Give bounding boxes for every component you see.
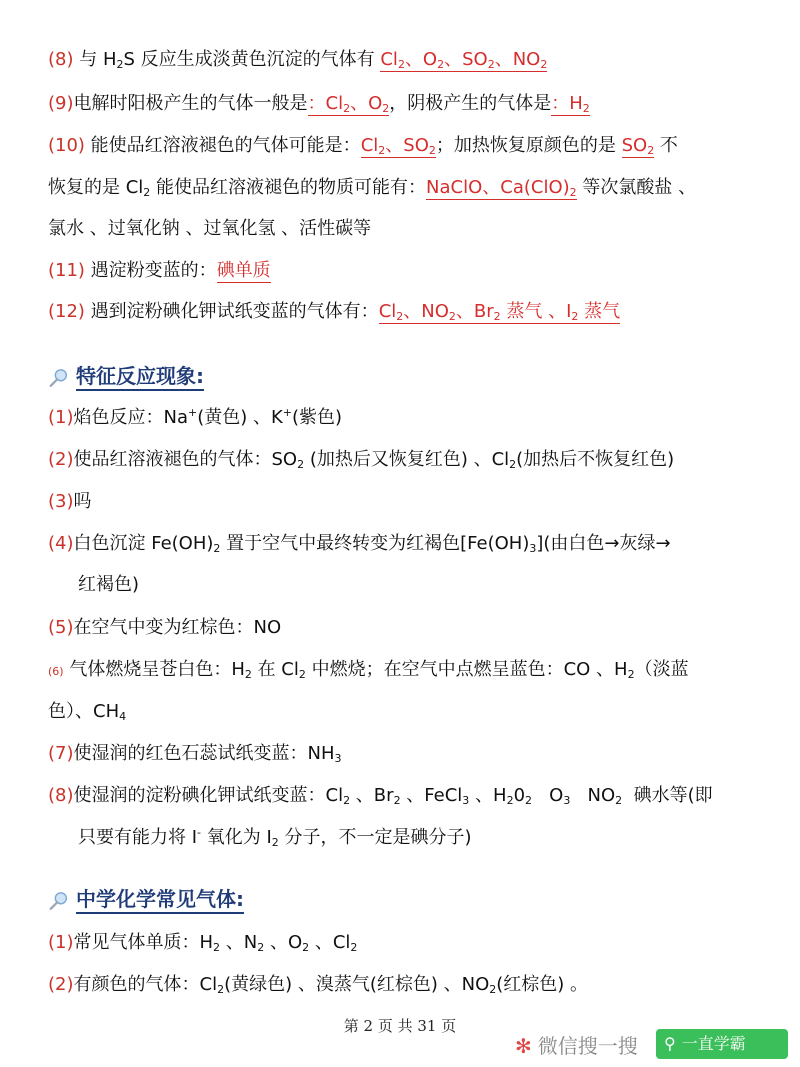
text: 在 Cl	[251, 659, 299, 680]
sub: 2	[213, 542, 221, 555]
answer-underlined: $Cl_2$、$SO_2$	[360, 135, 436, 157]
text: 、H	[469, 785, 507, 806]
sub: 2	[244, 668, 252, 681]
text: 0	[513, 785, 526, 806]
line-p1	[48, 405, 780, 431]
wechat-button-text: 一直学霸	[681, 1034, 746, 1053]
sup: -	[197, 826, 202, 839]
text: （淡蓝	[634, 659, 689, 680]
text: S 反应生成淡黄色沉淀的气体有	[123, 49, 381, 70]
line-p5	[48, 615, 780, 641]
sub: 3	[563, 794, 571, 807]
line-p8b	[78, 825, 780, 851]
line-l10	[48, 133, 780, 159]
line-l9	[48, 91, 780, 117]
line-q1	[48, 930, 780, 956]
answer-underlined: $Cl_2$、$O_2$、$SO_2$、$NO_2$	[380, 49, 548, 71]
text: 、O	[264, 932, 303, 953]
item-number: (9)	[48, 93, 74, 114]
wechat-label-text: 微信搜一搜	[537, 1034, 638, 1058]
item-number: (11)	[48, 260, 85, 281]
item-number: (1)	[48, 932, 74, 953]
line-l11	[48, 258, 780, 284]
item-number: (12)	[48, 301, 85, 322]
text: 能使品红溶液褪色的气体可能是：	[84, 135, 361, 156]
text: ](由白色→灰绿→	[536, 533, 671, 554]
text: 遇淀粉变蓝的：	[84, 260, 217, 281]
text: (红棕色) 。	[496, 974, 589, 995]
sub: 2	[615, 794, 623, 807]
text: 电解时阳极产生的气体一般是	[73, 93, 308, 114]
text: 在空气中变为红棕色：NO	[73, 617, 282, 638]
text: 、Cl	[309, 932, 351, 953]
answer-underlined: $SO_2$	[621, 135, 655, 157]
wechat-search-label	[515, 1030, 638, 1059]
line-l10b	[48, 175, 780, 201]
text: (黄绿色) 、溴蒸气(红棕色) 、NO	[224, 974, 490, 995]
line-p6b	[48, 699, 780, 725]
item-number: (10)	[48, 135, 85, 156]
line-p4	[48, 531, 780, 557]
text: 只要有能力将 I	[78, 827, 198, 848]
sup: +	[282, 406, 293, 419]
item-number: (8)	[48, 49, 74, 70]
section-heading-gases	[48, 885, 244, 913]
sub: 2	[302, 941, 310, 954]
sub: 2	[297, 458, 305, 471]
sub: 2	[213, 941, 221, 954]
text: 碘水等(即	[622, 785, 713, 806]
text: (加热后又恢复红色) 、Cl	[304, 449, 510, 470]
line-l10c	[48, 216, 780, 242]
wechat-search-button[interactable]	[656, 1029, 788, 1059]
sub: 2	[525, 794, 533, 807]
line-p8	[48, 783, 780, 809]
line-l8	[48, 47, 780, 73]
text: ；加热恢复原颜色的是	[435, 135, 622, 156]
sub: 3	[334, 752, 342, 765]
text: 、FeCl	[400, 785, 463, 806]
magnifier-icon	[48, 890, 70, 912]
sub: 2	[627, 668, 635, 681]
text: 常见气体单质：H	[73, 932, 214, 953]
sub: 2	[489, 983, 497, 996]
item-number: (5)	[48, 617, 74, 638]
line-p7	[48, 741, 780, 767]
text: 吗	[73, 491, 92, 512]
sub: 2	[217, 983, 225, 996]
item-number: (3)	[48, 491, 74, 512]
sub: 2	[143, 186, 151, 199]
section-heading-reactions	[48, 362, 204, 390]
text: 等次氯酸盐 、	[576, 177, 697, 198]
text: 与 H	[73, 49, 117, 70]
item-number: (6)	[48, 665, 64, 678]
text: 能使品红溶液褪色的物质可能有：	[150, 177, 427, 198]
item-number: (8)	[48, 785, 74, 806]
answer-underlined: $Cl_2$、$NO_2$、$Br_2$ 蒸气 、$I_2$ 蒸气	[378, 301, 621, 323]
sub: 2	[343, 794, 351, 807]
text: 使湿润的红色石蕊试纸变蓝：NH	[73, 743, 335, 764]
sub: 2	[257, 941, 265, 954]
item-number: (7)	[48, 743, 74, 764]
text: 置于空气中最终转变为红褐色[Fe(OH)	[220, 533, 530, 554]
heading-text: 特征反应现象:	[76, 364, 204, 391]
heading-text: 中学化学常见气体:	[76, 887, 244, 914]
sub: 2	[506, 794, 514, 807]
text: 红褐色)	[78, 574, 140, 595]
sub: 4	[119, 710, 127, 723]
answer-underlined: NaClO、$Ca(ClO)_2$	[426, 177, 577, 199]
sub: 2	[116, 58, 124, 71]
answer-underlined: 碘单质	[216, 260, 271, 281]
page-footer: 第 2 页 共 31 页	[343, 1017, 457, 1035]
text: 色）、CH	[48, 701, 120, 722]
sub: 3	[462, 794, 470, 807]
answer-underlined: ：$Cl_2$、$O_2$	[307, 93, 390, 115]
item-number: (1)	[48, 407, 74, 428]
magnifier-icon	[48, 367, 70, 389]
text: 氯水 、过氧化钠 、过氧化氢 、活性碳等	[48, 218, 372, 239]
line-l12	[48, 299, 780, 325]
text: 分子，不一定是碘分子)	[278, 827, 472, 848]
text: NO	[570, 785, 616, 806]
line-q2	[48, 972, 780, 998]
sub: 2	[509, 458, 517, 471]
line-p6	[48, 657, 780, 685]
item-number: (2)	[48, 449, 74, 470]
text: 使湿润的淀粉碘化钾试纸变蓝：Cl	[73, 785, 344, 806]
sub: 2	[298, 668, 306, 681]
search-icon: ⚲	[664, 1034, 676, 1053]
text: 焰色反应：Na	[73, 407, 188, 428]
text: 气体燃烧呈苍白色：H	[63, 659, 245, 680]
item-number: (2)	[48, 974, 74, 995]
wechat-flower-icon: ✻	[515, 1034, 532, 1058]
sub: 2	[271, 836, 279, 849]
sup: +	[188, 406, 198, 419]
text: 、N	[220, 932, 258, 953]
text: 使品红溶液褪色的气体：SO	[73, 449, 298, 470]
text: 、Br	[350, 785, 394, 806]
sub: 2	[350, 941, 358, 954]
text: 不	[654, 135, 678, 156]
line-p3	[48, 489, 780, 515]
text: 氧化为 I	[201, 827, 272, 848]
text: 遇到淀粉碘化钾试纸变蓝的气体有：	[84, 301, 379, 322]
text: (加热后不恢复红色)	[516, 449, 675, 470]
line-p4b	[78, 572, 780, 598]
text: 有颜色的气体：Cl	[73, 974, 218, 995]
text: 恢复的是 Cl	[48, 177, 144, 198]
answer-underlined: ：$H_2$	[551, 93, 590, 115]
text: (紫色)	[292, 407, 343, 428]
text: (黄色) 、K	[197, 407, 283, 428]
sub: 3	[529, 542, 537, 555]
text: ，阴极产生的气体是	[389, 93, 552, 114]
item-number: (4)	[48, 533, 74, 554]
line-p2	[48, 447, 780, 473]
text: O	[532, 785, 564, 806]
sub: 2	[393, 794, 401, 807]
text: 白色沉淀 Fe(OH)	[73, 533, 214, 554]
text: 中燃烧；在空气中点燃呈蓝色：CO 、H	[305, 659, 628, 680]
